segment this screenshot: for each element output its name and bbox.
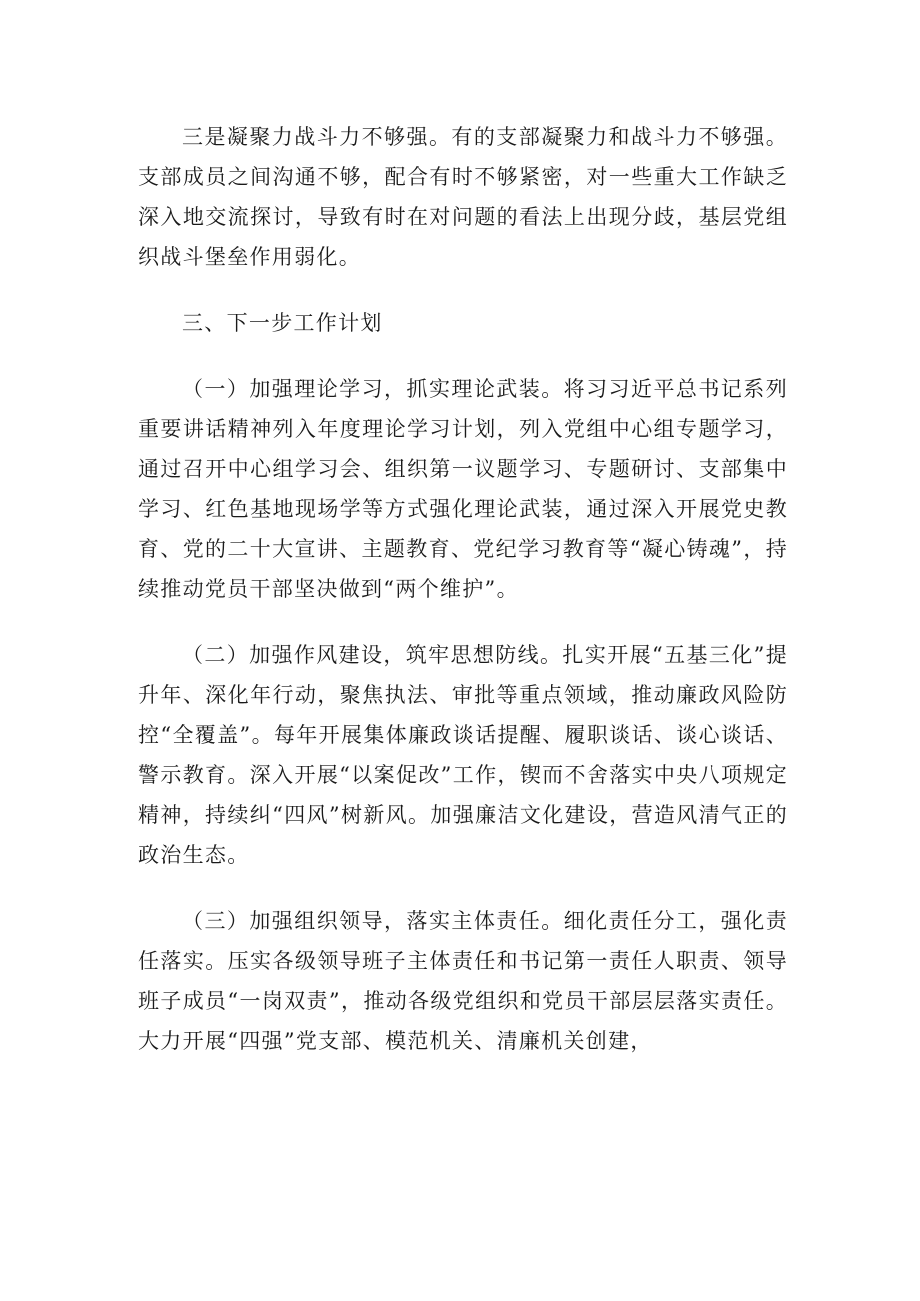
paragraph-cohesion-issue: 三是凝聚力战斗力不够强。有的支部凝聚力和战斗力不够强。支部成员之间沟通不够，配合有时不够紧密，对一些重大工作缺乏深入地交流探讨，导致有时在对问题的看法上出现分歧，基层党组织战斗堡垒作用弱化。 [138, 125, 788, 269]
section-heading-next-steps: 三、下一步工作计划 [182, 311, 383, 335]
plan-item-work-style: （二）加强作风建设，筑牢思想防线。扎实开展“五基三化”提升年、深化年行动，聚焦执法、审批等重点领域，推动廉政风险防控“全覆盖”。每年开展集体廉政谈话提醒、履职谈话、谈心谈话、警示教育。深入开展“以案促改”工作，锲而不舍落实中央八项规定精神，持续纠“四风”树新风。加强廉洁文化建设，营造风清气正的政治生态。 [138, 643, 788, 867]
document-page [138, 117, 788, 1061]
plan-item-theory-study: （一）加强理论学习，抓实理论武装。将习习近平总书记系列重要讲话精神列入年度理论学习计划，列入党组中心组专题学习，通过召开中心组学习会、组织第一议题学习、专题研讨、支部集中学习、红色基地现场学等方式强化理论武装，通过深入开展党史教育、党的二十大宣讲、主题教育、党纪学习教育等“凝心铸魂”，持续推动党员干部坚决做到“两个维护”。 [138, 377, 788, 601]
plan-item-organization-leadership: （三）加强组织领导，落实主体责任。细化责任分工，强化责任落实。压实各级领导班子主体责任和书记第一责任人职责、领导班子成员“一岗双责”，推动各级党组织和党员干部层层落实责任。大力开展“四强”党支部、模范机关、清廉机关创建， [138, 909, 788, 1053]
